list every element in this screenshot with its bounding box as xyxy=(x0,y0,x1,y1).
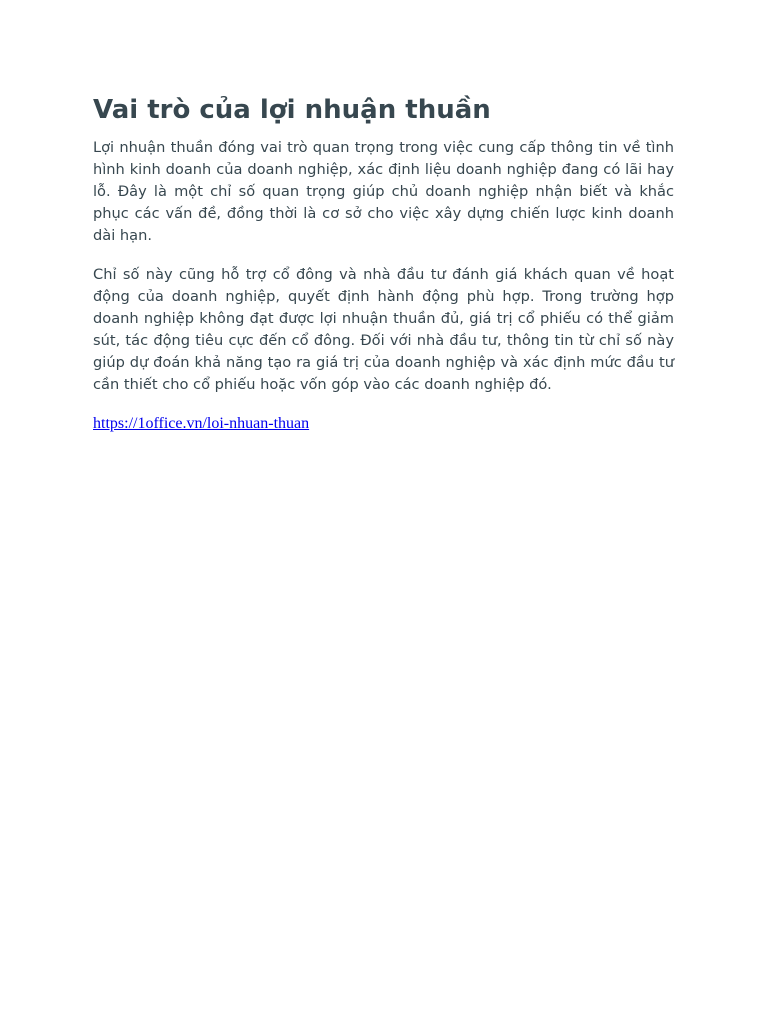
document-page xyxy=(93,92,674,435)
article-paragraph-1: Lợi nhuận thuần đóng vai trò quan trọng trong việc cung cấp thông tin về tình hình kinh doanh của doanh nghiệp, xác định liệu doanh nghiệp đang có lãi hay lỗ. Đây là một chỉ số quan trọng giúp chủ doanh nghiệp nhận biết và khắc phục các vấn đề, đồng thời là cơ sở cho việc xây dựng chiến lược kinh doanh dài hạn. xyxy=(93,139,674,244)
article-paragraph-2: Chỉ số này cũng hỗ trợ cổ đông và nhà đầu tư đánh giá khách quan về hoạt động của doanh nghiệp, quyết định hành động phù hợp. Trong trường hợp doanh nghiệp không đạt được lợi nhuận thuần đủ, giá trị cổ phiếu có thể giảm sút, tác động tiêu cực đến cổ đông. Đối với nhà đầu tư, thông tin từ chỉ số này giúp dự đoán khả năng tạo ra giá trị của doanh nghiệp và xác định mức đầu tư cần thiết cho cổ phiếu hoặc vốn góp vào các doanh nghiệp đó. xyxy=(93,266,674,393)
article-title: Vai trò của lợi nhuận thuần xyxy=(93,95,491,125)
source-link[interactable]: https://1office.vn/loi-nhuan-thuan xyxy=(93,415,310,432)
